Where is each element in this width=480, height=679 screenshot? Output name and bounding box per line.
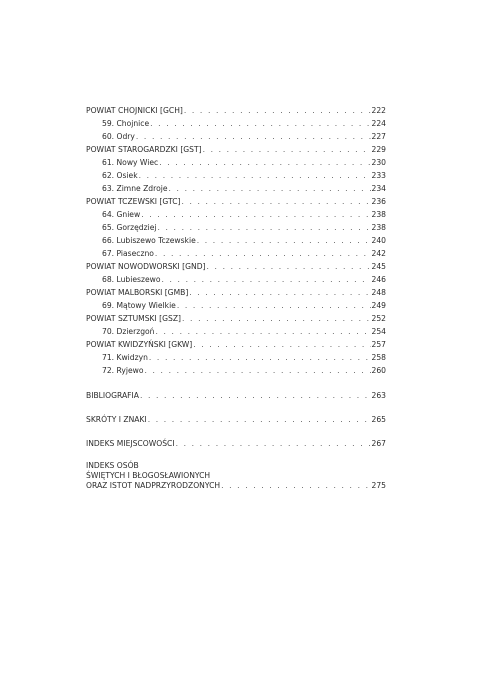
leader-dots (189, 286, 370, 299)
toc-subentry[interactable] (86, 234, 386, 247)
toc-entry-label: SKRÓTY I ZNAKI (86, 415, 147, 424)
toc-subentry[interactable] (86, 325, 386, 338)
toc-entry-skroty[interactable] (86, 413, 386, 426)
toc-subentry[interactable] (86, 117, 386, 130)
leader-dots (156, 325, 371, 338)
toc-entry-indeks-miejscowosci[interactable] (86, 437, 386, 450)
toc-entry-label: POWIAT TCZEWSKI [GTC] (86, 197, 181, 206)
toc-entry-label-line-3: ORAZ ISTOT NADPRZYRODZONYCH (86, 481, 221, 490)
leader-dots (203, 143, 371, 156)
toc-entry-label: 67. Piaseczno (102, 249, 154, 258)
toc-subentry[interactable] (86, 299, 386, 312)
toc-entry-label: POWIAT MALBORSKI [GMB] (86, 288, 189, 297)
toc-entry-page: 267 (371, 439, 386, 448)
toc-entry-page: 233 (371, 171, 386, 180)
leader-dots (150, 117, 370, 130)
leader-dots (139, 169, 371, 182)
leader-dots (136, 130, 371, 143)
toc-entry-page: 252 (371, 314, 386, 323)
toc-entry-page: 230 (371, 158, 386, 167)
toc-entry-page: 263 (371, 391, 386, 400)
toc-entry-label: 72. Ryjewo (102, 366, 144, 375)
toc-entry-label: INDEKS MIEJSCOWOŚCI (86, 439, 175, 448)
toc-entry-label: 64. Gniew (102, 210, 141, 219)
toc-subentry[interactable] (86, 273, 386, 286)
toc-entry-label-line-2: ŚWIĘTYCH I BŁOGOSŁAWIONYCH (86, 471, 211, 480)
toc-entry-page: 238 (371, 210, 386, 219)
toc-entry-label: 59. Chojnice (102, 119, 150, 128)
toc-entry-label: 60. Odry (102, 132, 135, 141)
toc-entry-label: 71. Kwidzyn (102, 353, 148, 362)
toc-entry-page: 222 (371, 106, 386, 115)
toc-entry-page: 236 (371, 197, 386, 206)
leader-dots (159, 156, 370, 169)
toc-entry-label: POWIAT CHOJNICKI [GCH] (86, 106, 183, 115)
toc-entry-label: POWIAT NOWODWORSKI [GND] (86, 262, 206, 271)
leader-dots (149, 351, 371, 364)
toc-entry-label: 70. Dzierzgoń (102, 327, 155, 336)
leader-dots (144, 364, 370, 377)
toc-entry-page: 246 (371, 275, 386, 284)
toc-entry-page: 234 (371, 184, 386, 193)
toc-entry-label: POWIAT STAROGARDZKI [GST] (86, 145, 202, 154)
toc-subentry[interactable] (86, 156, 386, 169)
toc-entry-page: 240 (371, 236, 386, 245)
toc-section-entry[interactable] (86, 286, 386, 299)
toc-entry-page: 275 (371, 481, 386, 490)
toc-entry-label: 63. Zimne Zdroje (102, 184, 168, 193)
leader-dots (184, 104, 371, 117)
toc-subentry[interactable] (86, 130, 386, 143)
toc-section-entry[interactable] (86, 143, 386, 156)
toc-entry-page: 254 (371, 327, 386, 336)
toc-subentry[interactable] (86, 247, 386, 260)
toc-subentry[interactable] (86, 208, 386, 221)
toc-entry-label: 61. Nowy Wiec (102, 158, 159, 167)
toc-entry-label: 65. Gorzędziej (102, 223, 157, 232)
toc-entry-page: 238 (371, 223, 386, 232)
toc-section-entry[interactable] (86, 195, 386, 208)
toc-entry-page: 257 (371, 340, 386, 349)
leader-dots (161, 273, 370, 286)
toc-entry-page: 260 (371, 366, 386, 375)
toc-entry-label: POWIAT KWIDZYŃSKI [GKW] (86, 340, 193, 349)
leader-dots (197, 234, 371, 247)
leader-dots (141, 208, 370, 221)
leader-dots (176, 437, 371, 450)
toc-entry-bibliografia[interactable] (86, 389, 386, 402)
toc-entry-label: 66. Lubiszewo Tczewskie (102, 236, 196, 245)
toc-entry-page: 265 (371, 415, 386, 424)
leader-dots (193, 338, 370, 351)
toc-entry-page: 242 (371, 249, 386, 258)
toc-entry-page: 224 (371, 119, 386, 128)
toc-entries (86, 104, 386, 377)
toc-entry-label: 68. Lubieszewo (102, 275, 161, 284)
leader-dots (181, 195, 370, 208)
leader-dots (207, 260, 371, 273)
leader-dots (221, 481, 370, 491)
toc-section-entry[interactable] (86, 312, 386, 325)
toc-subentry[interactable] (86, 182, 386, 195)
toc-entry-page: 227 (371, 132, 386, 141)
toc-subentry[interactable] (86, 364, 386, 377)
toc-subentry[interactable] (86, 351, 386, 364)
toc-entry-label: BIBLIOGRAFIA (86, 391, 139, 400)
leader-dots (148, 413, 371, 426)
toc-subentry[interactable] (86, 221, 386, 234)
toc-entry-label-line-1: INDEKS OSÓB (86, 461, 139, 470)
table-of-contents (86, 104, 386, 491)
toc-entry-label: 62. Osiek (102, 171, 138, 180)
leader-dots (169, 182, 371, 195)
toc-entry-page: 249 (371, 301, 386, 310)
toc-section-entry[interactable] (86, 338, 386, 351)
toc-section-entry[interactable] (86, 104, 386, 117)
toc-entry-label: 69. Mątowy Wielkie (102, 301, 176, 310)
toc-entry-indeks-osob[interactable] (86, 461, 386, 491)
leader-dots (140, 389, 371, 402)
leader-dots (177, 299, 371, 312)
toc-entry-page: 245 (371, 262, 386, 271)
toc-section-entry[interactable] (86, 260, 386, 273)
toc-entry-page: 258 (371, 353, 386, 362)
leader-dots (155, 247, 371, 260)
toc-entry-page: 248 (371, 288, 386, 297)
leader-dots (158, 221, 371, 234)
leader-dots (182, 312, 370, 325)
toc-entry-label: POWIAT SZTUMSKI [GSZ] (86, 314, 182, 323)
toc-subentry[interactable] (86, 169, 386, 182)
toc-entry-page: 229 (371, 145, 386, 154)
